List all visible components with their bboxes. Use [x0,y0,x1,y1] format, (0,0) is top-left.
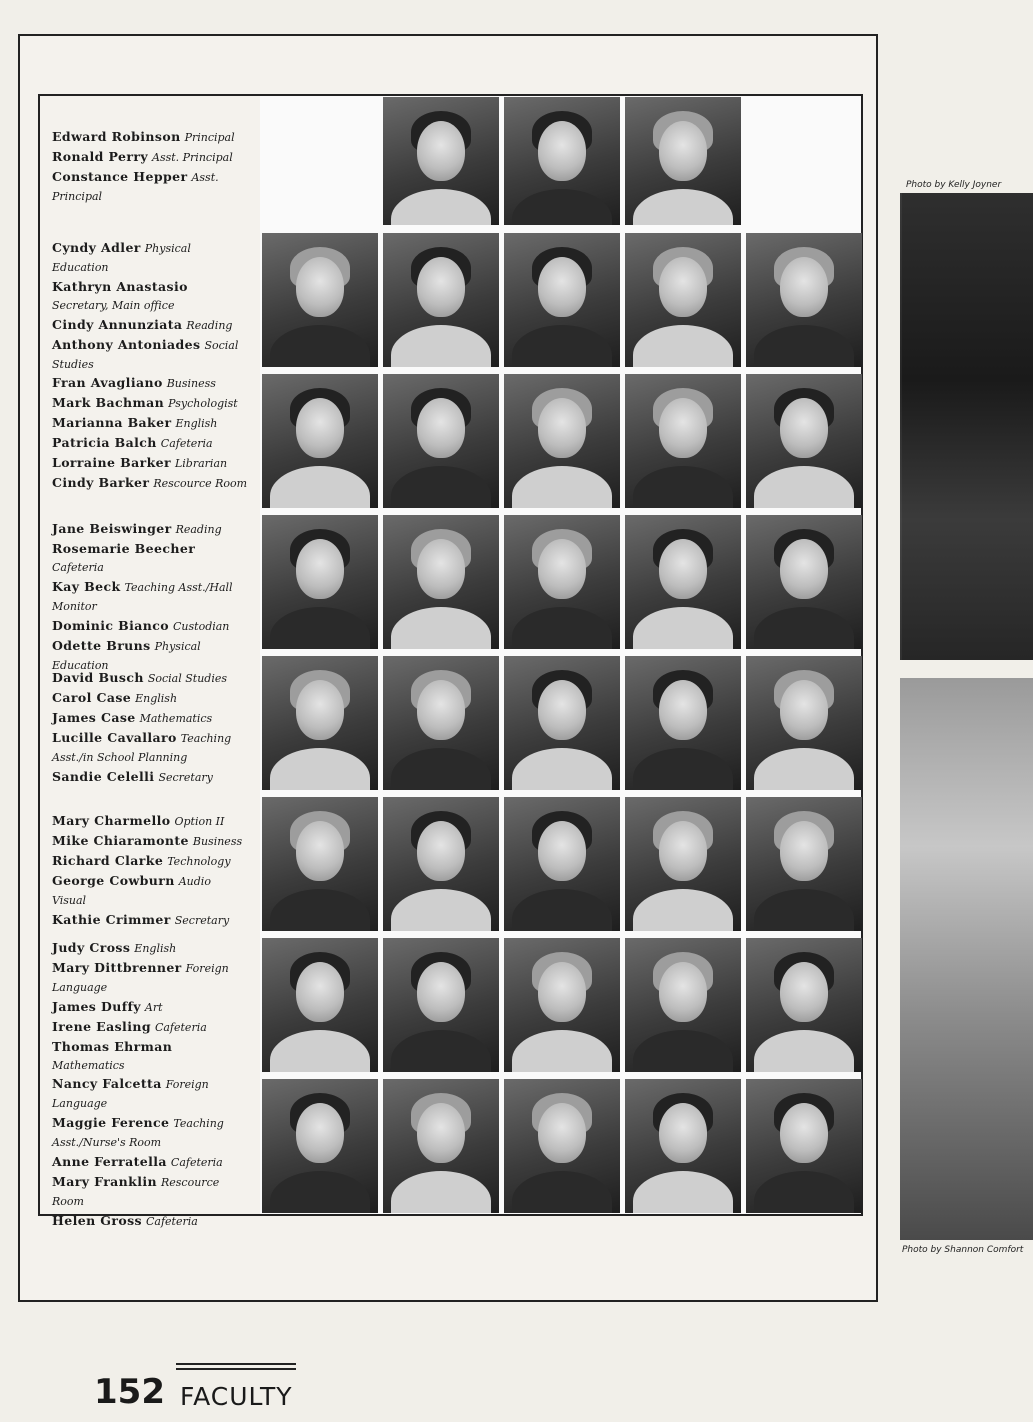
portrait-body [512,466,612,508]
portrait-body [633,325,733,367]
faculty-portrait [746,515,862,649]
portrait-head [780,962,828,1022]
portrait-body [633,889,733,931]
portrait-body [633,466,733,508]
portrait-head [417,1103,465,1163]
portrait-head [659,821,707,881]
faculty-name: James Duffy [52,999,141,1014]
portrait-body [391,748,491,790]
faculty-name: Mary Franklin [52,1174,158,1189]
faculty-portrait [625,656,741,790]
faculty-name: Anthony Antoniades [52,337,201,352]
faculty-name: Sandie Celelli [52,769,155,784]
faculty-role: Mathematics [139,712,213,725]
faculty-entry [52,1173,248,1211]
faculty-role: Foreign Language [52,962,229,994]
faculty-portrait [625,938,741,1072]
footer-rule [176,1368,296,1370]
faculty-entry [52,1018,248,1037]
faculty-role: Cafeteria [170,1156,223,1169]
faculty-name: Mary Charmello [52,813,171,828]
faculty-role: Business [166,377,216,390]
faculty-portrait [746,656,862,790]
portrait-head [659,1103,707,1163]
faculty-entry [52,434,248,453]
faculty-portrait [746,938,862,1072]
faculty-role: Teaching Asst./Hall Monitor [52,581,233,613]
faculty-portrait [383,374,499,508]
faculty-portrait [504,1079,620,1213]
faculty-role: Secretary [174,914,230,927]
portrait-head [780,821,828,881]
faculty-name: Constance Hepper [52,169,188,184]
portrait-body [391,607,491,649]
faculty-name: George Cowburn [52,873,175,888]
faculty-entry [52,729,248,767]
portrait-head [780,1103,828,1163]
faculty-name: Cindy Annunziata [52,317,183,332]
caption-group-row-2 [52,374,248,494]
faculty-portrait [625,797,741,931]
faculty-role: Rescource Room [52,1176,220,1208]
faculty-portrait [383,233,499,367]
page-number: 152 [94,1372,165,1412]
caption-group-row-1 [52,239,248,375]
portrait-head [296,962,344,1022]
portrait-head [659,398,707,458]
faculty-role: Cafeteria [160,437,213,450]
portrait-head [417,821,465,881]
faculty-portrait [625,374,741,508]
faculty-role: Audio Visual [52,875,211,907]
faculty-name: Kathie Crimmer [52,912,171,927]
portrait-body [512,748,612,790]
faculty-entry [52,1114,248,1152]
portrait-body [512,1030,612,1072]
faculty-role: Foreign Language [52,1078,209,1110]
faculty-name: Rosemarie Beecher [52,541,196,556]
portrait-head [659,257,707,317]
faculty-role: Reading [186,319,233,332]
faculty-portrait [504,374,620,508]
faculty-entry [52,520,248,539]
portrait-body [512,889,612,931]
faculty-entry [52,812,248,831]
faculty-name: Odette Bruns [52,638,151,653]
portrait-body [270,889,370,931]
faculty-entry [52,911,248,930]
faculty-portrait [383,797,499,931]
faculty-role: Secretary [158,771,213,784]
portrait-body [391,189,491,225]
faculty-role: Cafeteria [154,1021,207,1034]
portrait-head [417,121,465,181]
faculty-name: Irene Easling [52,1019,151,1034]
portrait-head [780,398,828,458]
portrait-body [270,466,370,508]
faculty-name: Marianna Baker [52,415,172,430]
portrait-body [512,607,612,649]
faculty-role: Technology [167,855,231,868]
portrait-body [633,607,733,649]
portrait-head [296,1103,344,1163]
faculty-portrait [625,97,741,225]
faculty-name: Ronald Perry [52,149,149,164]
faculty-portrait [625,1079,741,1213]
portrait-head [538,962,586,1022]
portrait-head [417,962,465,1022]
caption-group-row-7 [52,1075,248,1232]
portrait-body [391,325,491,367]
faculty-role: Principal [184,131,235,144]
faculty-entry [52,1075,248,1113]
faculty-entry [52,316,248,335]
faculty-role: Librarian [174,457,228,470]
portrait-head [780,539,828,599]
faculty-name: Richard Clarke [52,853,164,868]
faculty-entry [52,1153,248,1172]
faculty-portrait [625,233,741,367]
faculty-entry [52,617,248,636]
faculty-role: English [135,692,178,705]
faculty-role: Asst. Principal [152,151,233,164]
faculty-role: Physical Education [52,640,201,672]
faculty-entry [52,578,248,616]
faculty-role: English [175,417,218,430]
portrait-head [538,821,586,881]
faculty-name: James Case [52,710,136,725]
faculty-portrait [262,656,378,790]
faculty-portrait [504,233,620,367]
faculty-entry [52,148,248,167]
portrait-body [391,889,491,931]
faculty-entry [52,128,248,147]
faculty-portrait [262,374,378,508]
portrait-head [296,539,344,599]
faculty-name: Anne Ferratella [52,1154,167,1169]
faculty-name: Cindy Barker [52,475,150,490]
faculty-name: Kay Beck [52,579,121,594]
faculty-entry [52,939,248,958]
faculty-role: Secretary, Main office [52,299,175,312]
faculty-entry [52,852,248,871]
section-label: FACULTY [180,1382,293,1411]
faculty-name: Patricia Balch [52,435,157,450]
faculty-entry [52,454,248,473]
faculty-portrait [746,374,862,508]
faculty-portrait [504,938,620,1072]
faculty-role: Physical Education [52,242,191,274]
faculty-entry [52,168,248,206]
faculty-portrait [383,938,499,1072]
faculty-entry [52,959,248,997]
faculty-portrait [383,515,499,649]
caption-group-administration [52,128,248,207]
faculty-role: Option II [174,815,225,828]
faculty-entry [52,394,248,413]
faculty-name: Maggie Ference [52,1115,170,1130]
faculty-role: Social Studies [52,339,239,371]
faculty-entry [52,414,248,433]
portrait-body [633,748,733,790]
portrait-body [270,1030,370,1072]
portrait-body [633,1171,733,1213]
portrait-head [780,680,828,740]
faculty-name: Nancy Falcetta [52,1076,162,1091]
faculty-portrait [746,233,862,367]
faculty-role: English [134,942,177,955]
faculty-portrait [262,233,378,367]
caption-group-row-6 [52,939,248,1076]
caption-group-row-4 [52,669,248,788]
faculty-entry [52,540,248,577]
portrait-head [538,680,586,740]
faculty-entry [52,709,248,728]
faculty-name: Mike Chiaramonte [52,833,189,848]
candid-photo-bottom [900,678,1033,1240]
faculty-portrait [504,515,620,649]
faculty-role: Social Studies [147,672,227,685]
faculty-entry [52,689,248,708]
portrait-body [270,325,370,367]
photo-credit-bottom: Photo by Shannon Comfort [902,1245,1024,1255]
faculty-name: Carol Case [52,690,132,705]
faculty-name: Lucille Cavallaro [52,730,177,745]
portrait-body [754,466,854,508]
caption-group-row-3 [52,520,248,676]
portrait-body [754,607,854,649]
portrait-head [538,257,586,317]
portrait-head [417,257,465,317]
portrait-body [270,1171,370,1213]
portrait-body [754,325,854,367]
portrait-body [512,325,612,367]
portrait-head [538,539,586,599]
portrait-body [391,1171,491,1213]
portrait-head [417,398,465,458]
faculty-entry [52,768,248,787]
portrait-body [512,1171,612,1213]
faculty-entry [52,832,248,851]
faculty-entry [52,1212,248,1231]
portrait-body [754,1171,854,1213]
portrait-body [270,748,370,790]
portrait-body [270,607,370,649]
faculty-role: Business [192,835,243,848]
faculty-name: Edward Robinson [52,129,181,144]
faculty-portrait [746,797,862,931]
portrait-body [391,1030,491,1072]
faculty-name: Cyndy Adler [52,240,141,255]
faculty-name: David Busch [52,670,144,685]
faculty-entry [52,669,248,688]
faculty-portrait [625,515,741,649]
faculty-portrait [262,515,378,649]
faculty-portrait [383,656,499,790]
faculty-name: Lorraine Barker [52,455,171,470]
faculty-role: Cafeteria [145,1215,198,1228]
faculty-role: Teaching Asst./in School Planning [52,732,232,764]
portrait-body [633,189,733,225]
faculty-name: Kathryn Anastasio [52,279,188,294]
faculty-name: Jane Beiswinger [52,521,172,536]
portrait-body [754,748,854,790]
faculty-entry [52,872,248,910]
faculty-entry [52,278,248,315]
faculty-entry [52,239,248,277]
faculty-entry [52,1038,248,1075]
portrait-body [754,1030,854,1072]
faculty-name: Mary Dittbrenner [52,960,182,975]
footer-rule [176,1363,296,1365]
faculty-portrait [504,97,620,225]
faculty-name: Mark Bachman [52,395,165,410]
faculty-name: Fran Avagliano [52,375,163,390]
portrait-body [391,466,491,508]
faculty-role: Cafeteria [52,561,104,574]
faculty-role: Custodian [173,620,230,633]
faculty-portrait [383,1079,499,1213]
portrait-head [538,121,586,181]
faculty-portrait [383,97,499,225]
faculty-portrait [262,1079,378,1213]
faculty-role: Psychologist [168,397,238,410]
caption-group-row-5 [52,812,248,931]
faculty-name: Helen Gross [52,1213,142,1228]
faculty-entry [52,374,248,393]
faculty-name: Judy Cross [52,940,131,955]
photo-credit-top: Photo by Kelly Joyner [906,180,1002,190]
portrait-body [754,889,854,931]
portrait-head [659,680,707,740]
portrait-head [296,821,344,881]
faculty-portrait [504,797,620,931]
portrait-body [512,189,612,225]
faculty-role: Asst. Principal [52,171,219,203]
faculty-entry [52,474,248,493]
faculty-entry [52,998,248,1017]
faculty-portrait [262,938,378,1072]
portrait-head [780,257,828,317]
faculty-name: Dominic Bianco [52,618,170,633]
portrait-head [538,398,586,458]
portrait-head [296,680,344,740]
faculty-portrait [746,1079,862,1213]
portrait-head [296,257,344,317]
faculty-role: Rescource Room [153,477,248,490]
faculty-entry [52,336,248,374]
portrait-head [659,962,707,1022]
portrait-body [633,1030,733,1072]
portrait-head [417,539,465,599]
portrait-head [538,1103,586,1163]
faculty-portrait [504,656,620,790]
portrait-head [659,121,707,181]
faculty-role: Mathematics [52,1059,125,1072]
portrait-head [417,680,465,740]
portrait-head [659,539,707,599]
faculty-role: Art [144,1001,163,1014]
portrait-head [296,398,344,458]
faculty-role: Teaching Asst./Nurse's Room [52,1117,224,1149]
faculty-portrait [262,797,378,931]
faculty-name: Thomas Ehrman [52,1039,173,1054]
faculty-role: Reading [175,523,222,536]
candid-photo-top [900,193,1033,660]
